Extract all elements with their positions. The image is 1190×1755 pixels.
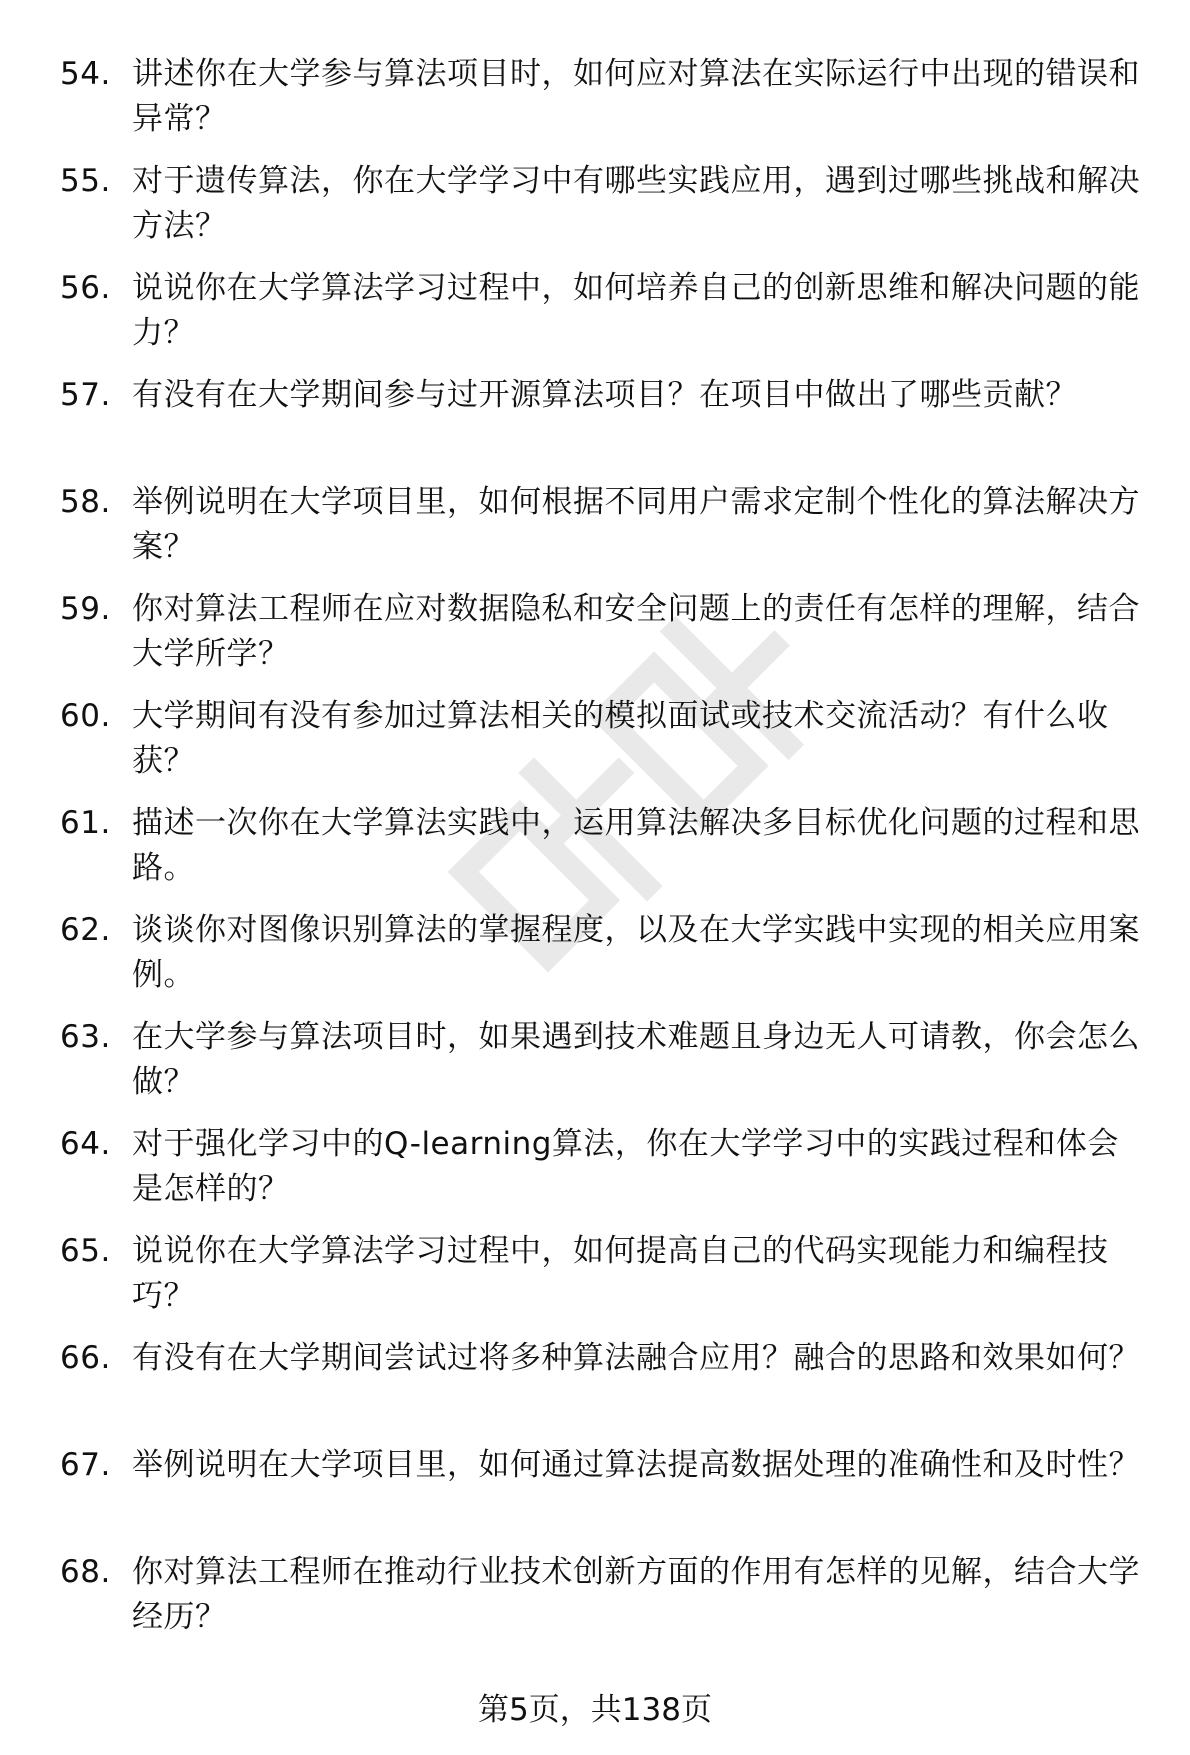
question-item — [60, 801, 1150, 908]
question-number: 65. — [60, 1233, 111, 1269]
question-text: 讲述你在大学参与算法项目时，如何应对算法在实际运行中出现的错误和异常？ — [132, 56, 1140, 137]
question-text: 在大学参与算法项目时，如果遇到技术难题且身边无人可请教，你会怎么做？ — [132, 1019, 1140, 1100]
question-number: 64. — [60, 1126, 111, 1162]
question-item — [60, 1550, 1150, 1657]
question-text: 你对算法工程师在推动行业技术创新方面的作用有怎样的见解，结合大学经历？ — [132, 1554, 1140, 1635]
question-text: 说说你在大学算法学习过程中，如何培养自己的创新思维和解决问题的能力？ — [132, 270, 1140, 351]
question-number: 62. — [60, 912, 111, 948]
question-text: 大学期间有没有参加过算法相关的模拟面试或技术交流活动？有什么收获？ — [132, 698, 1109, 779]
question-number: 60. — [60, 698, 111, 734]
question-item — [60, 587, 1150, 694]
question-item — [60, 266, 1150, 373]
question-text: 举例说明在大学项目里，如何通过算法提高数据处理的准确性和及时性？ — [132, 1447, 1140, 1483]
question-item — [60, 159, 1150, 266]
question-item — [60, 52, 1150, 159]
question-text: 谈谈你对图像识别算法的掌握程度，以及在大学实践中实现的相关应用案例。 — [132, 912, 1140, 993]
question-number: 67. — [60, 1447, 111, 1483]
question-text: 对于遗传算法，你在大学学习中有哪些实践应用，遇到过哪些挑战和解决方法？ — [132, 163, 1140, 244]
question-item — [60, 694, 1150, 801]
question-number: 58. — [60, 484, 111, 520]
question-number: 61. — [60, 805, 111, 841]
question-item — [60, 1122, 1150, 1229]
question-list — [60, 52, 1150, 1657]
question-number: 57. — [60, 377, 111, 413]
question-item — [60, 1015, 1150, 1122]
question-number: 55. — [60, 163, 111, 199]
question-text: 描述一次你在大学算法实践中，运用算法解决多目标优化问题的过程和思路。 — [132, 805, 1140, 886]
question-number: 56. — [60, 270, 111, 306]
page-number-footer: 第5页，共138页 — [478, 1692, 712, 1728]
question-number: 54. — [60, 56, 111, 92]
question-item — [60, 1443, 1150, 1550]
question-text: 对于强化学习中的Q-learning算法，你在大学学习中的实践过程和体会是怎样的？ — [132, 1126, 1119, 1207]
question-item — [60, 480, 1150, 587]
question-text: 说说你在大学算法学习过程中，如何提高自己的代码实现能力和编程技巧？ — [132, 1233, 1109, 1314]
question-item — [60, 1229, 1150, 1336]
question-number: 66. — [60, 1340, 111, 1376]
question-item — [60, 1336, 1150, 1443]
question-item — [60, 908, 1150, 1015]
question-text: 举例说明在大学项目里，如何根据不同用户需求定制个性化的算法解决方案？ — [132, 484, 1140, 565]
question-number: 68. — [60, 1554, 111, 1590]
question-text: 你对算法工程师在应对数据隐私和安全问题上的责任有怎样的理解，结合大学所学？ — [132, 591, 1140, 672]
question-number: 59. — [60, 591, 111, 627]
question-number: 63. — [60, 1019, 111, 1055]
question-item — [60, 373, 1150, 480]
question-text: 有没有在大学期间尝试过将多种算法融合应用？融合的思路和效果如何？ — [132, 1340, 1140, 1376]
question-text: 有没有在大学期间参与过开源算法项目？在项目中做出了哪些贡献？ — [132, 377, 1077, 413]
